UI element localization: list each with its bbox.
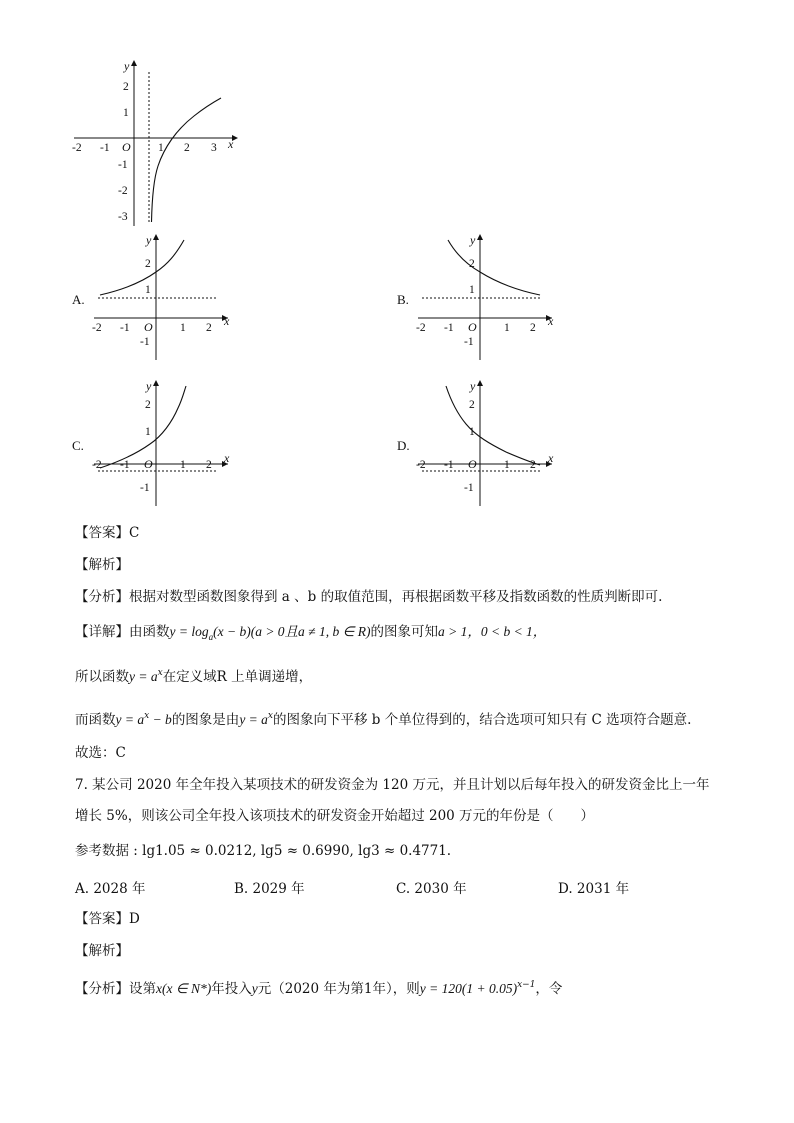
x-tick: -2 — [72, 142, 82, 154]
x-tick: 1 — [504, 459, 510, 471]
q6-xiangjie-line — [75, 622, 546, 647]
x-axis-label: x — [224, 314, 230, 328]
y-tick: 2 — [145, 258, 151, 270]
q7-choice-a: A. 2028 年 — [75, 881, 146, 897]
y-tick: 2 — [145, 399, 151, 411]
y-axis-arrow-icon — [477, 234, 483, 240]
y-tick: 1 — [469, 426, 475, 438]
option-c-label: C. — [72, 438, 84, 453]
exp-curve — [448, 240, 540, 295]
x-tick: -2 — [92, 322, 102, 334]
origin-label: O — [122, 140, 131, 154]
q7-choice-b: B. 2029 年 — [234, 881, 305, 897]
x-tick: 2 — [206, 459, 212, 471]
option-d-svg — [416, 378, 566, 508]
q6-fenxi-line — [75, 587, 662, 607]
q7-choice-c: C. 2030 年 — [396, 881, 467, 897]
q7-choice-d: D. 2031 年 — [558, 881, 630, 897]
line3-pre: 所以函数 — [75, 669, 129, 685]
fenxi-tag: 【分析】 — [75, 981, 129, 997]
option-a-label: A. — [72, 292, 85, 307]
option-d-label: D. — [397, 438, 410, 453]
fenxi-cond: (x ∈ N*) — [162, 981, 212, 996]
x-axis-label: x — [224, 451, 230, 465]
y-tick: 1 — [469, 284, 475, 296]
fenxi-post: ，令 — [535, 981, 563, 997]
log-curve — [152, 98, 222, 222]
shifted-tail: − b — [149, 712, 172, 727]
option-a-graph — [92, 232, 242, 362]
xiangjie-pre: 由函数 — [129, 624, 170, 640]
line4-pre: 而函数 — [75, 712, 116, 728]
q6-conclusion: 故选：C — [75, 745, 126, 761]
x-tick: -1 — [120, 322, 130, 334]
option-a-svg — [92, 232, 242, 362]
x-axis-label: x — [548, 451, 554, 465]
xiangjie-tag: 【详解】 — [75, 624, 129, 640]
y-tick: -1 — [464, 482, 474, 494]
answer-value: D — [129, 911, 140, 927]
exp-power: x — [157, 668, 163, 678]
y-axis-label: y — [146, 233, 152, 247]
y-axis-arrow-icon — [477, 380, 483, 386]
answer-value: C — [129, 525, 140, 541]
x-tick: -1 — [120, 459, 130, 471]
fenxi-tag: 【分析】 — [75, 589, 129, 605]
y-tick: 1 — [145, 426, 151, 438]
q7-analysis-tag: 【解析】 — [75, 943, 129, 959]
exp-curve — [100, 386, 186, 468]
option-d-graph — [416, 378, 566, 508]
x-tick: 3 — [211, 142, 217, 154]
x-tick: -2 — [92, 459, 102, 471]
x-tick: 2 — [530, 322, 536, 334]
y-tick: -1 — [140, 336, 150, 348]
y-axis-arrow-icon — [131, 60, 137, 66]
answer-tag: 【答案】 — [75, 911, 129, 927]
option-c-svg — [92, 378, 242, 508]
y-axis-arrow-icon — [153, 380, 159, 386]
y-axis-label: y — [124, 59, 130, 73]
q6-answer-line — [75, 523, 139, 543]
x-tick: -1 — [100, 142, 110, 154]
main-log-graph — [72, 58, 242, 228]
shifted-power: x — [144, 711, 150, 721]
exp-curve — [100, 240, 184, 295]
y-axis-arrow-icon — [153, 234, 159, 240]
xiangjie-cond: a > 1，0 < b < 1， — [437, 624, 547, 639]
x-tick: -2 — [416, 322, 426, 334]
y-axis-label: y — [470, 379, 476, 393]
line4-mid: 的图象是由 — [171, 712, 240, 728]
y-tick: -2 — [118, 185, 128, 197]
q7-stem-line2: 增长 5%，则该公司全年投入该项技术的研发资金开始超过 200 万元的年份是（ ） — [75, 808, 595, 824]
fenxi-mid: 年投入 — [211, 981, 252, 997]
growth-power: x−1 — [517, 980, 536, 990]
x-axis-label: x — [228, 137, 234, 151]
origin-label: O — [144, 320, 153, 334]
option-b-label: B. — [397, 292, 409, 307]
option-c-graph — [92, 378, 242, 508]
exp-formula: y = a — [129, 669, 158, 684]
y-tick: -1 — [118, 159, 128, 171]
growth-formula: y = 120(1 + 0.05) — [419, 981, 518, 996]
y-tick: 1 — [145, 284, 151, 296]
log-formula-cond: (x − b)(a > 0且a ≠ 1, b ∈ R) — [213, 624, 371, 639]
line3-post: 在定义域R 上单调递增， — [162, 669, 313, 685]
option-b-svg — [416, 232, 566, 362]
y-tick: 1 — [123, 107, 129, 119]
x-tick: -1 — [444, 459, 454, 471]
x-tick: 2 — [530, 459, 536, 471]
q7-fenxi-line — [75, 975, 562, 999]
fenxi-text: 根据对数型函数图象得到 a 、b 的取值范围，再根据函数平移及指数函数的性质判断即可. — [129, 589, 663, 605]
y-tick: -1 — [140, 482, 150, 494]
y-tick: -3 — [118, 211, 128, 223]
x-tick: 1 — [504, 322, 510, 334]
base-formula: y = a — [239, 712, 268, 727]
x-axis-label: x — [548, 314, 554, 328]
option-b-graph — [416, 232, 566, 362]
y-tick: 2 — [469, 258, 475, 270]
origin-label: O — [468, 457, 477, 471]
x-tick: 2 — [184, 142, 190, 154]
q7-ref-data: 参考数据 : lg1.05 ≈ 0.0212, lg5 ≈ 0.6990, lg3 ≈ 0.4771. — [75, 843, 452, 859]
y-tick: 2 — [469, 399, 475, 411]
y-axis-label: y — [470, 233, 476, 247]
x-tick: -2 — [416, 459, 426, 471]
q6-line3 — [75, 663, 312, 687]
log-base: a — [208, 632, 214, 642]
xiangjie-post: 的图象可知 — [370, 624, 438, 640]
fenxi-var: x — [156, 981, 162, 996]
x-tick: 1 — [180, 322, 186, 334]
main-log-graph-svg — [72, 58, 242, 228]
answer-tag: 【答案】 — [75, 525, 129, 541]
shifted-formula: y = a — [115, 712, 145, 727]
y-axis-label: y — [146, 379, 152, 393]
x-tick: -1 — [444, 322, 454, 334]
y-tick: -1 — [464, 336, 474, 348]
fenxi-mid2: 元（2020 年为第1年），则 — [257, 981, 420, 997]
log-formula: y = log — [169, 624, 209, 639]
q6-analysis-tag: 【解析】 — [75, 557, 129, 573]
y-tick: 2 — [123, 81, 129, 93]
exp-curve — [446, 386, 540, 465]
q7-stem-line1: 7. 某公司 2020 年全年投入某项技术的研发资金为 120 万元，并且计划以后每年投入的研发资金比上一年 — [75, 777, 710, 793]
x-tick: 2 — [206, 322, 212, 334]
origin-label: O — [144, 457, 153, 471]
base-power: x — [267, 711, 273, 721]
origin-label: O — [468, 320, 477, 334]
line4-post: 的图象向下平移 b 个单位得到的，结合选项可知只有 C 选项符合题意. — [273, 712, 692, 728]
fenxi-y: y — [251, 981, 258, 996]
x-tick: 1 — [180, 459, 186, 471]
fenxi-pre: 设第 — [129, 981, 156, 997]
x-tick: 1 — [158, 142, 164, 154]
q6-line4 — [75, 706, 691, 730]
q7-answer-line — [75, 909, 140, 929]
